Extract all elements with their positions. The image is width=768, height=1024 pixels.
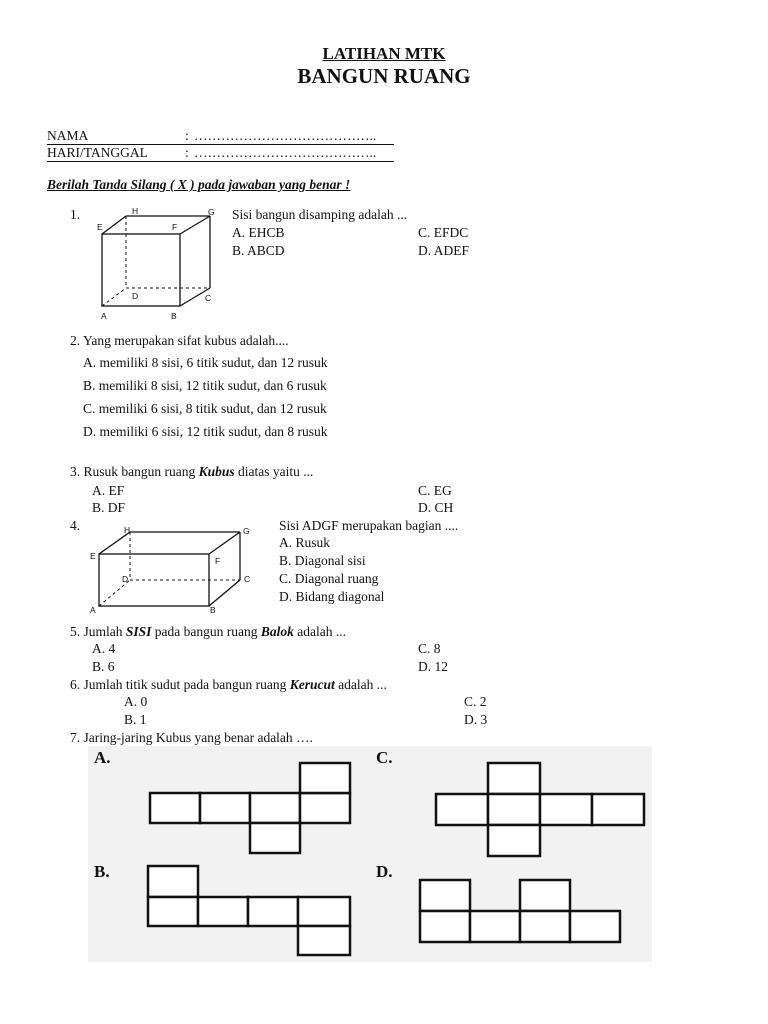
q1-option-b[interactable]: B. ABCD: [232, 243, 285, 258]
q1-label-g: G: [208, 207, 215, 217]
q2-option-d[interactable]: D. memiliki 6 sisi, 12 titik sudut, dan 8 rusuk: [83, 424, 328, 439]
q6-option-a[interactable]: A. 0: [124, 694, 148, 709]
q1-label-b: B: [171, 311, 177, 321]
q5-option-d[interactable]: D. 12: [418, 659, 448, 674]
q7-net-a[interactable]: [150, 763, 350, 853]
q4-label-c: C: [244, 574, 251, 584]
q7-nets-panel: [88, 746, 652, 962]
q4-label-a: A: [90, 605, 96, 615]
q6-option-c[interactable]: C. 2: [464, 694, 487, 709]
q5-option-b[interactable]: B. 6: [92, 659, 115, 674]
q7-label-d[interactable]: D.: [376, 862, 393, 881]
q1-number: 1.: [70, 207, 81, 222]
q1-question: Sisi bangun disamping adalah ...: [232, 207, 408, 222]
q1-cube-figure: [92, 204, 222, 322]
hari-underline: [47, 161, 394, 162]
q4-question: Sisi ADGF merupakan bagian ....: [279, 518, 459, 533]
q3-option-d[interactable]: D. CH: [418, 500, 454, 515]
q1-label-e: E: [97, 222, 103, 232]
hari-tanggal-label: HARI/TANGGAL: [47, 145, 148, 160]
q1-label-c: C: [205, 293, 212, 303]
q4-option-c[interactable]: C. Diagonal ruang: [279, 571, 379, 586]
q1-option-d[interactable]: D. ADEF: [418, 243, 470, 258]
q4-number: 4.: [70, 518, 81, 533]
q7-label-b[interactable]: B.: [94, 862, 110, 881]
q4-label-e: E: [90, 551, 96, 561]
title-line2: BANGUN RUANG: [297, 64, 471, 88]
q7-net-d[interactable]: [420, 880, 620, 942]
hari-sep: :: [185, 145, 189, 160]
title-line1: LATIHAN MTK: [322, 44, 446, 63]
q6-question: 6. Jumlah titik sudut pada bangun ruang Kerucut adalah ...: [70, 677, 387, 692]
q4-label-b: B: [210, 605, 216, 615]
q1-label-h: H: [132, 206, 139, 216]
q4-option-b[interactable]: B. Diagonal sisi: [279, 553, 366, 568]
q7-label-a[interactable]: A.: [94, 748, 111, 767]
q3-option-a[interactable]: A. EF: [92, 483, 125, 498]
q1-option-c[interactable]: C. EFDC: [418, 225, 469, 240]
nama-field[interactable]: …………………………………..: [194, 128, 377, 143]
q5-option-a[interactable]: A. 4: [92, 641, 116, 656]
q2-question: 2. Yang merupakan sifat kubus adalah....: [70, 333, 289, 348]
q1-label-f: F: [172, 222, 178, 232]
q7-net-b[interactable]: [148, 866, 350, 955]
q7-question: 7. Jaring-jaring Kubus yang benar adalah ….: [70, 730, 313, 745]
q1-option-a[interactable]: A. EHCB: [232, 225, 285, 240]
instruction: Berilah Tanda Silang ( X ) pada jawaban yang benar !: [47, 177, 351, 192]
q4-option-d[interactable]: D. Bidang diagonal: [279, 589, 385, 604]
nama-sep: :: [185, 128, 189, 143]
q7-label-c[interactable]: C.: [376, 748, 393, 767]
q1-label-d: D: [132, 291, 139, 301]
q4-cuboid-figure: [92, 522, 252, 614]
q4-label-d: D: [122, 574, 129, 584]
nama-underline: [47, 144, 394, 145]
q7-cube-nets: [88, 746, 652, 962]
q2-option-b[interactable]: B. memiliki 8 sisi, 12 titik sudut, dan 6 rusuk: [83, 378, 327, 393]
q5-option-c[interactable]: C. 8: [418, 641, 441, 656]
nama-label: NAMA: [47, 128, 89, 143]
q6-option-d[interactable]: D. 3: [464, 712, 488, 727]
q4-label-h: H: [124, 525, 131, 535]
q1-label-a: A: [101, 311, 107, 321]
q2-option-a[interactable]: A. memiliki 8 sisi, 6 titik sudut, dan 12 rusuk: [83, 355, 328, 370]
q4-label-g: G: [243, 526, 250, 536]
q6-option-b[interactable]: B. 1: [124, 712, 147, 727]
q7-net-c[interactable]: [436, 763, 644, 856]
q4-label-f: F: [215, 556, 221, 566]
q5-question: 5. Jumlah SISI pada bangun ruang Balok adalah ...: [70, 624, 346, 639]
q3-option-c[interactable]: C. EG: [418, 483, 452, 498]
q3-question: 3. Rusuk bangun ruang Kubus diatas yaitu ...: [70, 464, 314, 479]
q2-option-c[interactable]: C. memiliki 6 sisi, 8 titik sudut, dan 12 rusuk: [83, 401, 327, 416]
q3-option-b[interactable]: B. DF: [92, 500, 126, 515]
q4-option-a[interactable]: A. Rusuk: [279, 535, 331, 550]
hari-tanggal-field[interactable]: …………………………………..: [194, 145, 377, 160]
